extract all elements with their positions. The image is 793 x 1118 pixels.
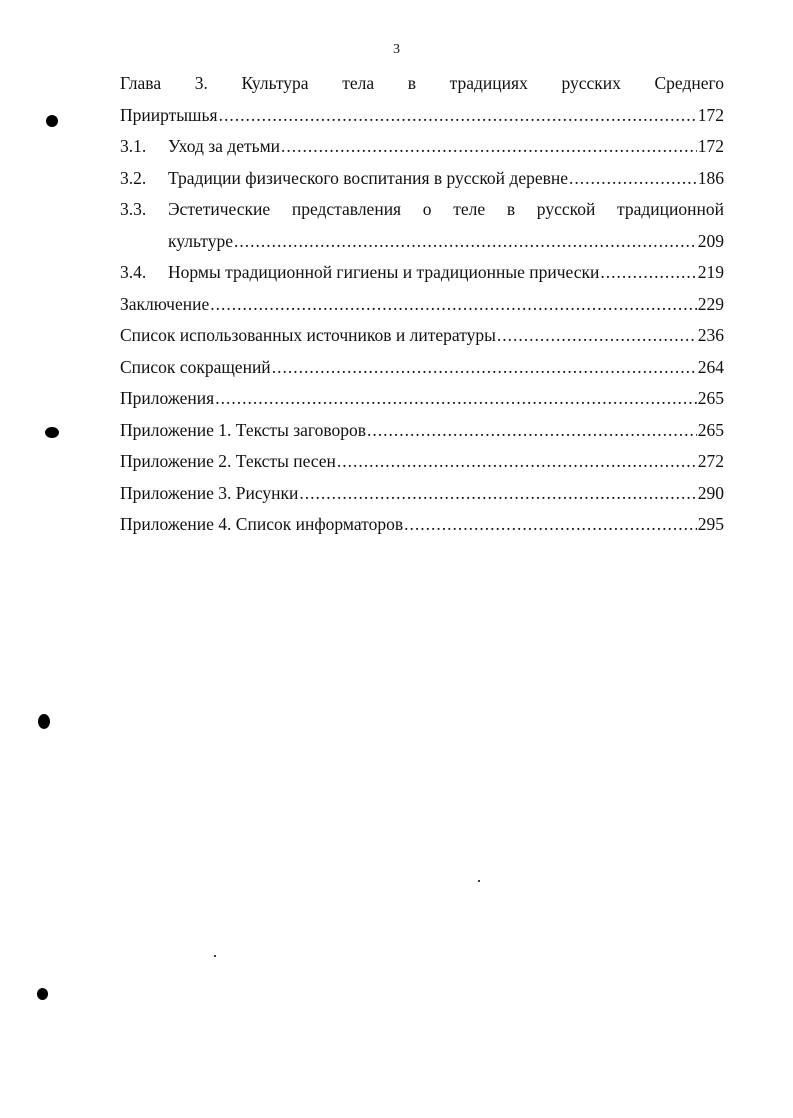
dot-leader xyxy=(367,415,697,447)
toc-entry-page: 265 xyxy=(697,388,724,408)
toc-appendix-4 xyxy=(120,509,724,541)
toc-entry-page: 229 xyxy=(697,293,724,314)
dot-leader xyxy=(337,446,697,478)
binding-hole-mark xyxy=(38,714,50,729)
toc-entry-title: Уход за детьми xyxy=(168,136,281,156)
toc-conclusion xyxy=(120,289,724,321)
toc-section-number: 3.2. xyxy=(120,167,147,188)
toc-entry-title: Прииртышья xyxy=(120,104,218,125)
toc-entry-page: 290 xyxy=(697,482,724,503)
toc-chapter-3-heading: Глава 3. Культура тела в традициях русских Среднего xyxy=(120,73,724,93)
toc-entry-title: Приложение 1. Тексты заговоров xyxy=(120,419,367,440)
toc-appendix-3 xyxy=(120,478,724,510)
page-number: 3 xyxy=(393,42,400,57)
toc-entry-page: 209 xyxy=(697,230,724,251)
dot-leader xyxy=(210,289,697,321)
toc-entry-page: 265 xyxy=(697,419,724,440)
dot-leader xyxy=(404,509,697,541)
toc-entry-page: 236 xyxy=(697,325,724,345)
dot-leader xyxy=(234,226,697,258)
toc-appendix-1 xyxy=(120,415,724,447)
toc-entry-page: 219 xyxy=(697,262,724,282)
toc-entry-title: Список использованных источников и литературы xyxy=(120,325,496,345)
toc-entry-title: культуре xyxy=(168,230,233,251)
toc-entry-title-line1: Эстетические представления о теле в русской традиционной xyxy=(168,199,724,219)
toc-section-number: 3.4. xyxy=(120,262,147,282)
toc-entry-title: Список сокращений xyxy=(120,356,271,377)
toc-entry-title: Традиции физического воспитания в русской деревне xyxy=(168,167,569,188)
toc-entry-page: 295 xyxy=(697,514,724,534)
toc-section-3-1 xyxy=(120,131,724,163)
toc-entry-title: Приложения xyxy=(120,388,215,408)
toc-section-number: 3.3. xyxy=(120,199,147,219)
toc-entry-page: 272 xyxy=(697,451,724,471)
binding-hole-mark xyxy=(45,427,59,438)
dot-leader xyxy=(215,383,697,415)
dot-leader xyxy=(569,163,697,195)
toc-appendix-2 xyxy=(120,446,724,478)
toc-entry-page: 172 xyxy=(697,104,724,125)
toc-entry-title: Заключение xyxy=(120,293,210,314)
toc-section-3-2 xyxy=(120,163,724,195)
toc-section-3-3 xyxy=(120,194,724,257)
dot-leader xyxy=(219,100,697,132)
toc-entry-title: Приложение 3. Рисунки xyxy=(120,482,299,503)
binding-hole-mark xyxy=(37,988,48,1000)
toc-appendices xyxy=(120,383,724,415)
toc-entry-title: Приложение 2. Тексты песен xyxy=(120,451,336,471)
dot-leader xyxy=(272,352,697,384)
toc-chapter-3-continuation xyxy=(120,100,724,132)
toc-entry-title: Приложение 4. Список информаторов xyxy=(120,514,404,534)
binding-hole-mark xyxy=(46,115,58,127)
dot-leader xyxy=(299,478,696,510)
speck-mark xyxy=(478,880,480,882)
dot-leader xyxy=(497,320,697,352)
toc-entry-page: 186 xyxy=(697,167,724,188)
dot-leader xyxy=(600,257,696,289)
toc-sources xyxy=(120,320,724,352)
speck-mark xyxy=(214,955,216,957)
dot-leader xyxy=(281,131,697,163)
toc-section-number: 3.1. xyxy=(120,136,147,156)
toc-entry-title: Нормы традиционной гигиены и традиционные прически xyxy=(168,262,600,282)
toc-entry-continuation xyxy=(168,226,724,258)
toc-abbreviations xyxy=(120,352,724,384)
table-of-contents xyxy=(120,68,724,541)
toc-entry-page: 264 xyxy=(697,356,724,377)
toc-entry-page: 172 xyxy=(697,136,724,156)
toc-section-3-4 xyxy=(120,257,724,289)
